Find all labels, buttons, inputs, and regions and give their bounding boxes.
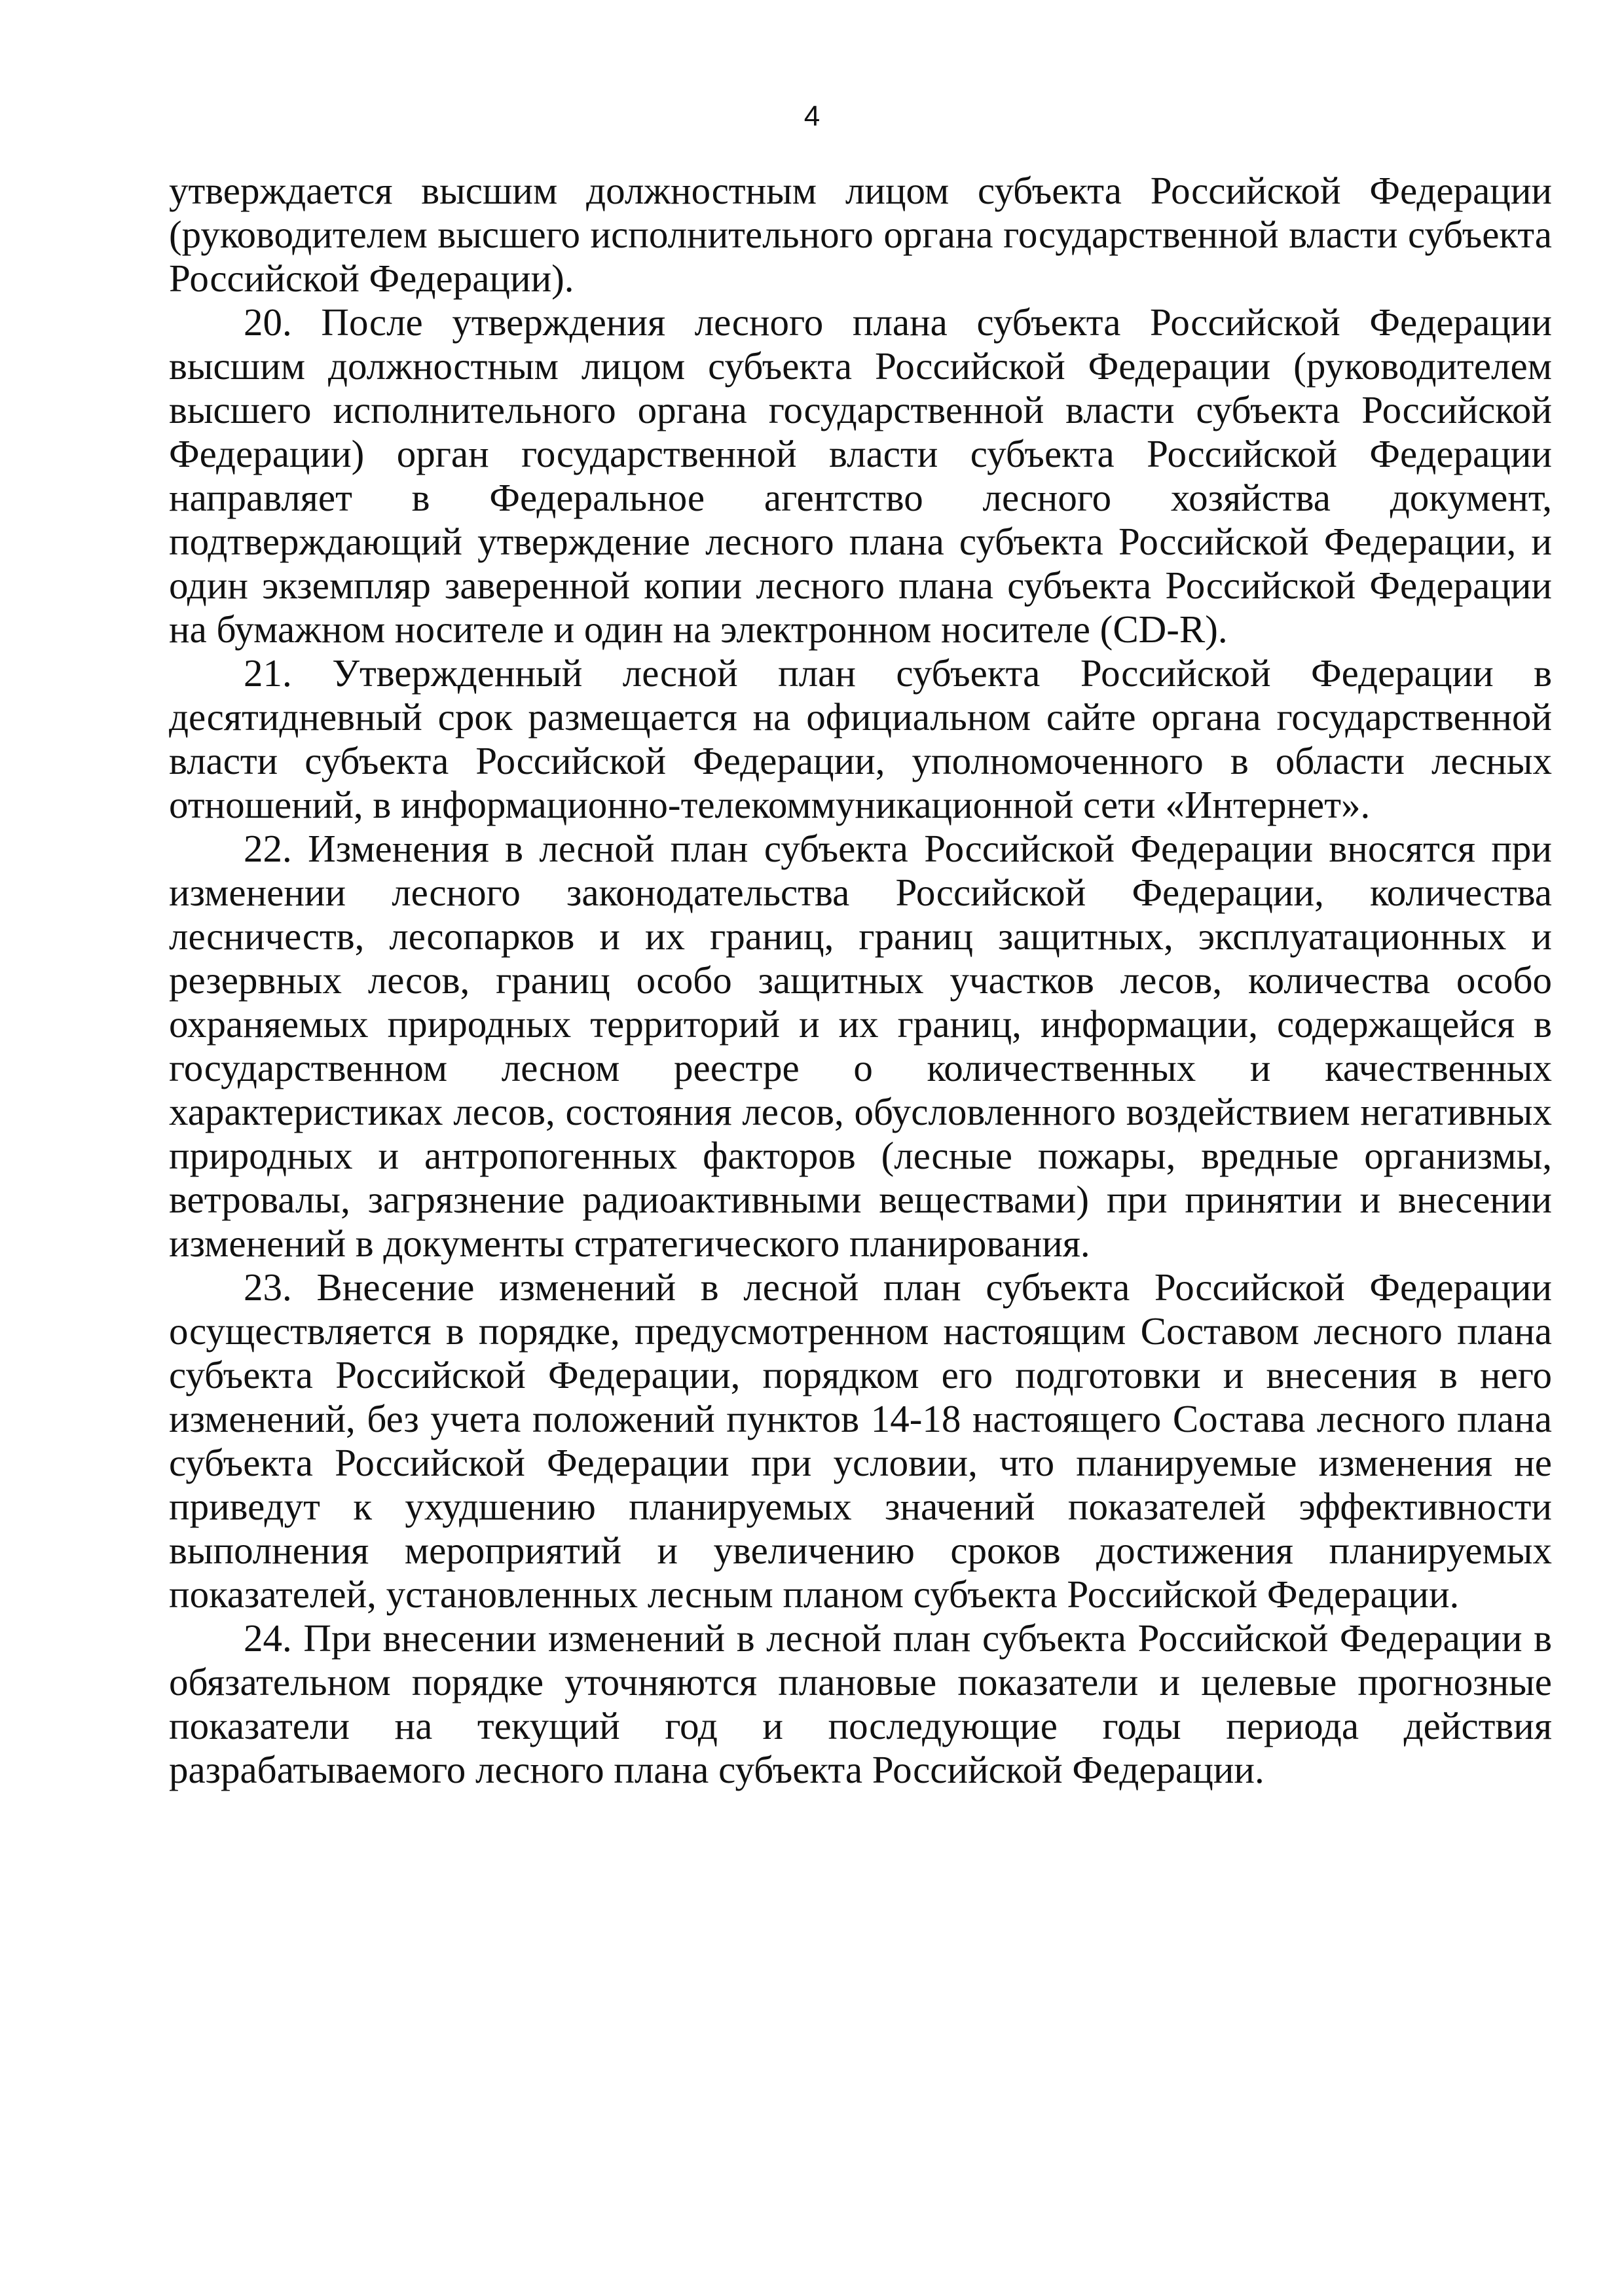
page-number: 4: [803, 100, 821, 132]
paragraph-continuation: утверждается высшим должностным лицом субъекта Российской Федерации (руководителем высшего исполнительного органа государственной власти субъекта Российской Федерации).: [169, 169, 1552, 300]
paragraph-item-22: 22. Изменения в лесной план субъекта Российской Федерации вносятся при изменении лесного законодательства Российской Федерации, количества лесничеств, лесопарков и их границ, границ защитных, эксплуатационных и резервных лесов, границ особо защитных участков лесов, количества особо охраняемых природных территорий и их границ, информации, содержащейся в государственном лесном реестре о количественных и качественных характеристиках лесов, состояния лесов, обусловленного воздействием негативных природных и антропогенных факторов (лесные пожары, вредные организмы, ветровалы, загрязнение радиоактивными веществами) при принятии и внесении изменений в документы стратегического планирования.: [169, 827, 1552, 1265]
paragraph-item-20: 20. После утверждения лесного плана субъекта Российской Федерации высшим должностным лицом субъекта Российской Федерации (руководителем высшего исполнительного органа государственной власти субъекта Российской Федерации) орган государственной власти субъекта Российской Федерации направляет в Федеральное агентство лесного хозяйства документ, подтверждающий утверждение лесного плана субъекта Российской Федерации, и один экземпляр заверенной копии лесного плана субъекта Российской Федерации на бумажном носителе и один на электронном носителе (CD-R).: [169, 301, 1552, 651]
paragraph-item-23: 23. Внесение изменений в лесной план субъекта Российской Федерации осуществляется в порядке, предусмотренном настоящим Составом лесного плана субъекта Российской Федерации, порядком его подготовки и внесения в него изменений, без учета положений пунктов 14-18 настоящего Состава лесного плана субъекта Российской Федерации при условии, что планируемые изменения не приведут к ухудшению планируемых значений показателей эффективности выполнения мероприятий и увеличению сроков достижения планируемых показателей, установленных лесным планом субъекта Российской Федерации.: [169, 1266, 1552, 1616]
paragraph-item-24: 24. При внесении изменений в лесной план субъекта Российской Федерации в обязательном порядке уточняются плановые показатели и целевые прогнозные показатели на текущий год и последующие годы периода действия разрабатываемого лесного плана субъекта Российской Федерации.: [169, 1616, 1552, 1791]
document-body: [169, 169, 1552, 1792]
paragraph-item-21: 21. Утвержденный лесной план субъекта Российской Федерации в десятидневный срок размещается на официальном сайте органа государственной власти субъекта Российской Федерации, уполномоченного в области лесных отношений, в информационно-телекоммуникационной сети «Интернет».: [169, 651, 1552, 826]
